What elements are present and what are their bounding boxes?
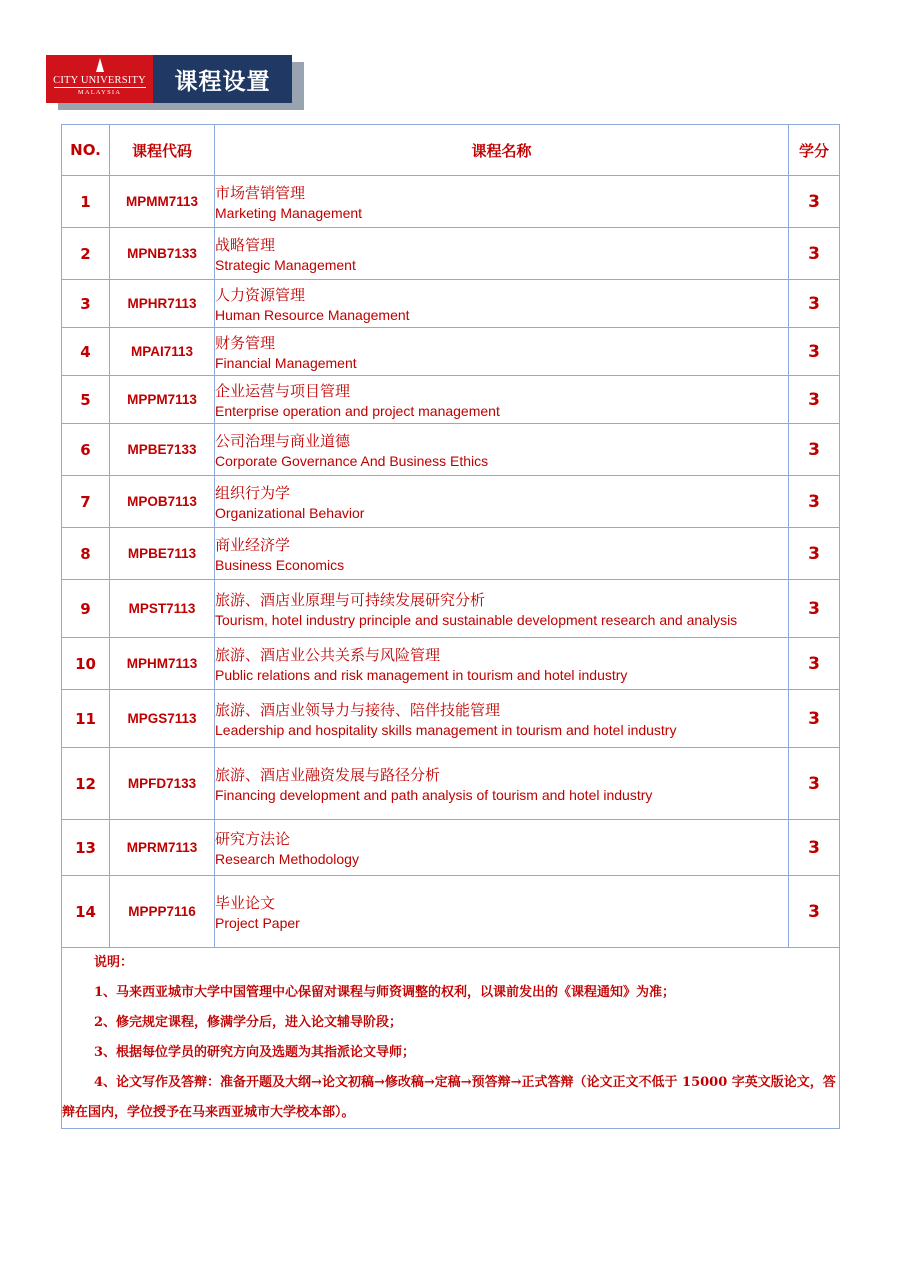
course-credits: 3	[789, 690, 840, 748]
table-row	[62, 424, 840, 476]
table-row	[62, 280, 840, 328]
course-code: MPAI7113	[110, 328, 215, 376]
course-code: MPHM7113	[110, 638, 215, 690]
course-credits: 3	[789, 376, 840, 424]
table-row	[62, 528, 840, 580]
table-row	[62, 638, 840, 690]
course-name	[215, 228, 789, 280]
course-credits: 3	[789, 820, 840, 876]
course-name	[215, 476, 789, 528]
course-credits: 3	[789, 876, 840, 948]
course-name	[215, 580, 789, 638]
course-name-zh: 研究方法论	[215, 829, 291, 848]
course-name-en: Strategic Management	[215, 256, 356, 273]
course-name-zh: 毕业论文	[215, 893, 276, 912]
table-row	[62, 176, 840, 228]
course-name-en: Enterprise operation and project management	[215, 402, 500, 419]
course-name-en: Organizational Behavior	[215, 504, 365, 521]
course-credits: 3	[789, 280, 840, 328]
course-no: 4	[62, 328, 110, 376]
course-code: MPST7113	[110, 580, 215, 638]
course-name-zh: 人力资源管理	[215, 285, 306, 304]
course-table	[61, 124, 840, 1129]
course-name	[215, 280, 789, 328]
course-name-en: Corporate Governance And Business Ethics	[215, 452, 489, 469]
course-name-zh: 市场营销管理	[215, 183, 306, 202]
logo-line2: MALAYSIA	[77, 89, 122, 96]
course-no: 11	[62, 690, 110, 748]
course-no: 1	[62, 176, 110, 228]
course-code: MPBE7113	[110, 528, 215, 580]
course-name-zh: 组织行为学	[215, 483, 291, 502]
course-no: 13	[62, 820, 110, 876]
table-row	[62, 376, 840, 424]
course-name-en: Business Economics	[215, 556, 345, 573]
course-code: MPFD7133	[110, 748, 215, 820]
table-row	[62, 690, 840, 748]
course-code: MPNB7133	[110, 228, 215, 280]
course-name	[215, 176, 789, 228]
course-no: 5	[62, 376, 110, 424]
header-no: NO.	[62, 125, 110, 176]
page-title: 课程设置	[153, 55, 292, 103]
course-name	[215, 748, 789, 820]
course-name-en: Financial Management	[215, 354, 357, 371]
course-table-body	[62, 176, 840, 948]
course-name	[215, 876, 789, 948]
note-item: 3、根据每位学员的研究方向及选题为其指派论文导师；	[94, 1045, 416, 1060]
course-credits: 3	[789, 176, 840, 228]
table-row	[62, 328, 840, 376]
course-name-zh: 战略管理	[215, 235, 276, 254]
course-no: 7	[62, 476, 110, 528]
course-credits: 3	[789, 580, 840, 638]
city-university-logo	[46, 55, 153, 103]
course-name	[215, 820, 789, 876]
course-name-en: Leadership and hospitality skills management in tourism and hotel industry	[215, 721, 677, 738]
table-row	[62, 580, 840, 638]
course-name-en: Project Paper	[215, 914, 300, 931]
course-code: MPMM7113	[110, 176, 215, 228]
course-name-en: Research Methodology	[215, 850, 359, 867]
course-name-en: Marketing Management	[215, 204, 363, 221]
notes-heading: 说明：	[94, 955, 134, 970]
course-name-zh: 商业经济学	[215, 535, 291, 554]
table-row	[62, 228, 840, 280]
course-code: MPGS7113	[110, 690, 215, 748]
course-code: MPOB7113	[110, 476, 215, 528]
course-code: MPPM7113	[110, 376, 215, 424]
note-item: 2、修完规定课程，修满学分后，进入论文辅导阶段；	[94, 1015, 403, 1030]
course-no: 6	[62, 424, 110, 476]
course-name-zh: 财务管理	[215, 333, 276, 352]
course-credits: 3	[789, 528, 840, 580]
notes-row	[62, 948, 840, 1129]
course-name	[215, 690, 789, 748]
course-name	[215, 638, 789, 690]
course-credits: 3	[789, 328, 840, 376]
course-name	[215, 424, 789, 476]
course-code: MPPP7116	[110, 876, 215, 948]
table-row	[62, 820, 840, 876]
tower-icon	[96, 58, 104, 72]
course-no: 12	[62, 748, 110, 820]
table-header-row	[62, 125, 840, 176]
course-name-zh: 公司治理与商业道德	[215, 431, 351, 450]
course-code: MPRM7113	[110, 820, 215, 876]
course-no: 9	[62, 580, 110, 638]
course-credits: 3	[789, 748, 840, 820]
header-credits: 学分	[789, 125, 840, 176]
course-code: MPBE7133	[110, 424, 215, 476]
course-no: 2	[62, 228, 110, 280]
header-code: 课程代码	[110, 125, 215, 176]
course-name-en: Public relations and risk management in tourism and hotel industry	[215, 666, 628, 683]
course-name-zh: 旅游、酒店业原理与可持续发展研究分析	[215, 590, 486, 609]
course-name	[215, 376, 789, 424]
table-row	[62, 748, 840, 820]
course-name-zh: 企业运营与项目管理	[215, 381, 351, 400]
course-code: MPHR7113	[110, 280, 215, 328]
course-no: 10	[62, 638, 110, 690]
logo-rule	[54, 87, 146, 88]
table-row	[62, 476, 840, 528]
header-banner	[46, 55, 292, 103]
course-credits: 3	[789, 638, 840, 690]
course-name-en: Financing development and path analysis of tourism and hotel industry	[215, 786, 653, 803]
course-name-zh: 旅游、酒店业领导力与接待、陪伴技能管理	[215, 700, 501, 719]
course-no: 3	[62, 280, 110, 328]
course-credits: 3	[789, 228, 840, 280]
course-name-zh: 旅游、酒店业公共关系与风险管理	[215, 645, 441, 664]
note-item: 4、论文写作及答辩：准备开题及大纲→论文初稿→修改稿→定稿→预答辩→正式答辩（论文正文不低于 15000 字英文版论文，答辩在国内，学位授予在马来西亚城市大学校本部）。	[62, 1075, 836, 1120]
course-name	[215, 528, 789, 580]
header-name: 课程名称	[215, 125, 789, 176]
course-name-en: Human Resource Management	[215, 306, 410, 323]
course-no: 8	[62, 528, 110, 580]
notes-cell	[62, 948, 840, 1129]
course-credits: 3	[789, 476, 840, 528]
course-name-zh: 旅游、酒店业融资发展与路径分析	[215, 765, 441, 784]
course-credits: 3	[789, 424, 840, 476]
table-row	[62, 876, 840, 948]
course-name	[215, 328, 789, 376]
course-no: 14	[62, 876, 110, 948]
course-name-en: Tourism, hotel industry principle and sustainable development research and analysis	[215, 611, 738, 628]
logo-line1: CITY UNIVERSITY	[53, 75, 146, 86]
note-item: 1、马来西亚城市大学中国管理中心保留对课程与师资调整的权利，以课前发出的《课程通知》为准；	[94, 985, 676, 1000]
